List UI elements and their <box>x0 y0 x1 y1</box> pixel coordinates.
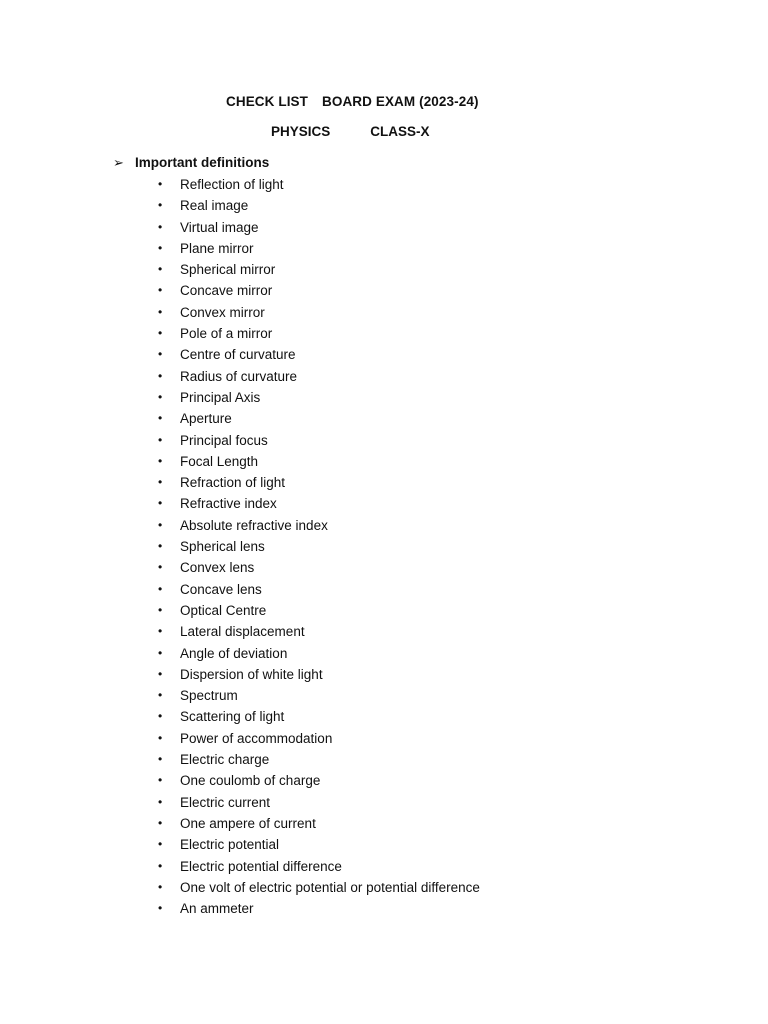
list-item <box>158 856 480 877</box>
bullet-icon: • <box>158 389 163 404</box>
list-item-text: Real image <box>180 198 249 214</box>
list-item <box>158 898 480 919</box>
bullet-icon: • <box>158 709 163 724</box>
list-item-text: Principal Axis <box>180 389 261 405</box>
list-item <box>158 579 480 600</box>
bullet-icon: • <box>158 304 163 319</box>
bullet-icon: • <box>158 177 163 191</box>
list-item <box>158 408 480 429</box>
list-item-text: Pole of a mirror <box>180 326 273 342</box>
bullet-icon: • <box>158 262 163 277</box>
title-board-exam: BOARD EXAM (2023-24) <box>322 94 479 109</box>
list-item-text: An ammeter <box>180 901 254 917</box>
bullet-icon: • <box>158 539 163 554</box>
list-item-text: Convex mirror <box>180 304 265 320</box>
list-item-text: Electric charge <box>180 752 270 768</box>
bullet-icon: • <box>158 837 163 852</box>
list-item-text: Convex lens <box>180 560 255 576</box>
section-title: Important definitions <box>135 155 270 170</box>
list-item <box>158 813 480 834</box>
list-item-text: Reflection of light <box>180 177 284 192</box>
bullet-icon: • <box>158 688 163 703</box>
list-item-text: Angle of deviation <box>180 645 288 661</box>
bullet-icon: • <box>158 496 163 511</box>
bullet-icon: • <box>158 666 163 681</box>
bullet-icon: • <box>158 730 163 745</box>
list-item-text: One coulomb of charge <box>180 773 321 789</box>
list-item-text: Concave mirror <box>180 283 273 299</box>
list-item-text: Principal focus <box>180 432 268 448</box>
document-title <box>226 94 479 109</box>
bullet-icon: • <box>158 901 163 916</box>
list-item <box>158 472 480 493</box>
bullet-icon: • <box>158 347 163 362</box>
list-item-text: Electric potential difference <box>180 858 342 874</box>
list-item-text: Electric potential <box>180 837 280 853</box>
list-item-text: Electric current <box>180 794 271 810</box>
bullet-icon: • <box>158 411 163 426</box>
bullet-icon: • <box>158 879 163 894</box>
bullet-icon: • <box>158 198 163 213</box>
list-item <box>158 749 480 770</box>
section-heading <box>113 155 269 171</box>
list-item <box>158 643 480 664</box>
arrow-bullet-icon: ➢ <box>113 155 124 170</box>
list-item <box>158 792 480 813</box>
list-item-text: Spherical mirror <box>180 262 276 278</box>
title-checklist: CHECK LIST <box>226 94 308 109</box>
bullet-icon: • <box>158 368 163 383</box>
bullet-icon: • <box>158 283 163 298</box>
definitions-list <box>158 174 480 919</box>
subject-label: PHYSICS <box>271 124 331 139</box>
list-item <box>158 366 480 387</box>
list-item <box>158 770 480 791</box>
bullet-icon: • <box>158 773 163 788</box>
list-item-text: Optical Centre <box>180 602 267 618</box>
list-item <box>158 174 480 195</box>
bullet-icon: • <box>158 560 163 575</box>
class-label: CLASS-X <box>370 124 430 139</box>
bullet-icon: • <box>158 475 163 490</box>
list-item <box>158 259 480 280</box>
list-item <box>158 430 480 451</box>
list-item <box>158 621 480 642</box>
bullet-icon: • <box>158 794 163 809</box>
list-item <box>158 493 480 514</box>
bullet-icon: • <box>158 219 163 234</box>
bullet-icon: • <box>158 602 163 617</box>
bullet-icon: • <box>158 240 163 255</box>
document-subtitle <box>271 124 430 139</box>
list-item <box>158 685 480 706</box>
bullet-icon: • <box>158 624 163 639</box>
list-item-text: Scattering of light <box>180 709 285 725</box>
list-item <box>158 600 480 621</box>
list-item-text: Lateral displacement <box>180 624 305 640</box>
bullet-icon: • <box>158 581 163 596</box>
list-item-text: Virtual image <box>180 219 259 235</box>
list-item-text: Focal Length <box>180 453 259 469</box>
bullet-icon: • <box>158 645 163 660</box>
list-item <box>158 195 480 216</box>
list-item <box>158 536 480 557</box>
list-item-text: Concave lens <box>180 581 262 597</box>
list-item <box>158 515 480 536</box>
list-item <box>158 706 480 727</box>
list-item-text: One volt of electric potential or potential difference <box>180 879 480 895</box>
list-item <box>158 834 480 855</box>
list-item <box>158 387 480 408</box>
list-item-text: Spherical lens <box>180 539 265 555</box>
bullet-icon: • <box>158 453 163 468</box>
bullet-icon: • <box>158 432 163 447</box>
list-item-text: Aperture <box>180 411 232 427</box>
list-item-text: Refraction of light <box>180 475 286 491</box>
list-item <box>158 302 480 323</box>
list-item <box>158 238 480 259</box>
list-item-text: Radius of curvature <box>180 368 298 384</box>
list-item-text: Plane mirror <box>180 240 254 256</box>
bullet-icon: • <box>158 517 163 532</box>
list-item-text: Spectrum <box>180 688 238 704</box>
list-item-text: Centre of curvature <box>180 347 296 363</box>
list-item-text: One ampere of current <box>180 815 316 831</box>
list-item <box>158 344 480 365</box>
list-item <box>158 451 480 472</box>
bullet-icon: • <box>158 752 163 767</box>
list-item-text: Power of accommodation <box>180 730 333 746</box>
list-item-text: Dispersion of white light <box>180 666 323 682</box>
list-item <box>158 280 480 301</box>
list-item <box>158 323 480 344</box>
bullet-icon: • <box>158 326 163 341</box>
list-item-text: Refractive index <box>180 496 277 512</box>
list-item <box>158 728 480 749</box>
list-item <box>158 877 480 898</box>
list-item <box>158 217 480 238</box>
bullet-icon: • <box>158 858 163 873</box>
list-item <box>158 557 480 578</box>
list-item <box>158 664 480 685</box>
list-item-text: Absolute refractive index <box>180 517 328 533</box>
bullet-icon: • <box>158 815 163 830</box>
